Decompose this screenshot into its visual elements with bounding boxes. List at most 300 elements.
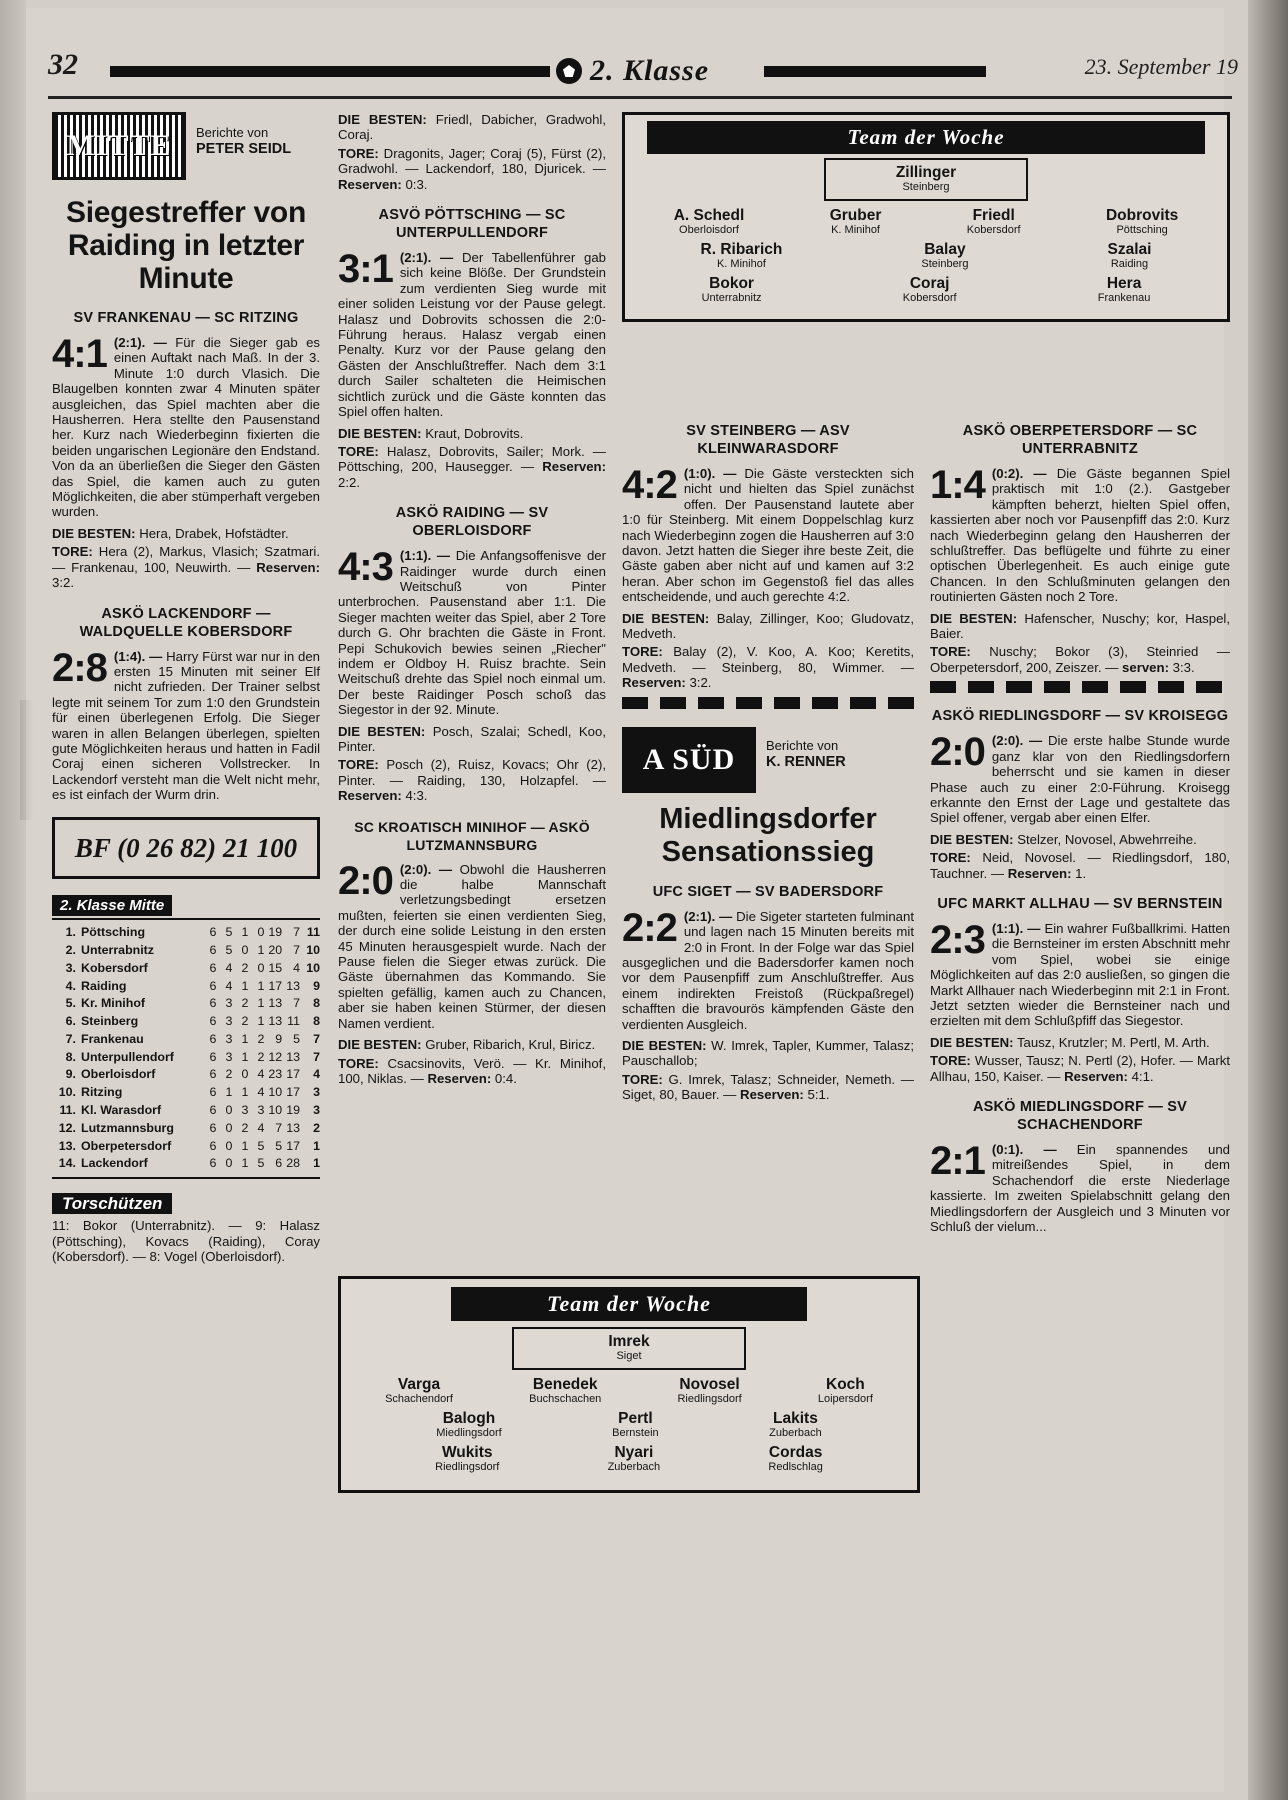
row-team: Unterrabnitz — [81, 942, 154, 957]
table-row — [52, 960, 320, 978]
row-pts: 1 — [313, 1156, 320, 1171]
besten-line-4 — [338, 1037, 606, 1052]
row-n: 4 — [257, 1085, 265, 1100]
row-tm: 7 — [293, 942, 300, 957]
row-pts: 2 — [313, 1120, 320, 1135]
row-tm: 7 — [293, 925, 300, 940]
match-report-minihof — [338, 858, 607, 1031]
besten-value: Tausz, Krutzler; M. Pertl, M. Arth. — [1013, 1034, 1210, 1050]
row-pts: 1 — [313, 1138, 320, 1153]
player-club: K. Minihof — [716, 258, 766, 270]
report-text: Die erste halbe Stunde wurde ganz klar von den Riedlingsdorfern beherrscht und sie kamen in dieser Phase auch zu einer 2:0-Führung. Kroisegg erkannte den Ernst der Lage und gestaltete das Spiel offener, vergab aber einen Elfer. — [930, 733, 1230, 826]
row-s: 0 — [225, 1120, 233, 1135]
player-name: A. Schedl — [673, 207, 745, 224]
match-score: 2:0 — [338, 858, 393, 903]
player-club: Bernstein — [612, 1427, 659, 1439]
besten-label: DIE BESTEN: — [930, 831, 1014, 847]
player-name: Szalai — [1107, 241, 1152, 258]
player — [1108, 241, 1152, 271]
player-name: Wukits — [441, 1444, 493, 1461]
row-u: 2 — [241, 1120, 249, 1135]
player-club: Zuberbach — [607, 1461, 661, 1473]
row-n: 5 — [257, 1156, 265, 1171]
table-row — [52, 1084, 320, 1102]
row-u: 1 — [241, 1049, 249, 1064]
player-club: Steinberg — [921, 258, 969, 270]
row-pos: 4. — [65, 978, 76, 993]
match-title-lackendorf-kobersdorf: ASKÖ LACKENDORF — WALDQUELLE KOBERSDORF — [79, 605, 293, 640]
tore-label: TORE: — [338, 145, 379, 161]
player-club: Unterrabnitz — [701, 292, 762, 304]
row-u: 2 — [241, 1014, 249, 1029]
halftime-score: (1:0). — — [683, 466, 737, 481]
table-row — [52, 1137, 320, 1155]
report-text: Obwohl die Hausherren die halbe Mannschaft verletzungsbedingt ersetzen mußten, feierten sie einen verdienten Sieg, der durch eine solide Leistung in den ersten 45 Minuten herausgespielt wurde. Nach der Pause fielen die Sieger etwas zurück. Die Gäste übernahmen das Kommando. Sie spielten gefällig, kamen auch zu Chancen, aber sie haben keinen Stürmer, der diesen Namen verdient. — [338, 861, 607, 1031]
row-n: 2 — [257, 1031, 265, 1046]
phone-advert-box: BF (0 26 82) 21 100 — [52, 817, 320, 879]
standings-title: 2. Klasse Mitte — [52, 895, 172, 916]
match-report-markt-allhau — [930, 917, 1231, 1029]
halftime-score: (2:0). — — [399, 861, 453, 877]
team-of-week-attack-row — [631, 275, 1221, 305]
row-s: 5 — [225, 942, 233, 957]
row-pos: 11. — [59, 1102, 76, 1117]
region-badge-label: MITTE — [66, 129, 172, 163]
player — [967, 207, 1021, 237]
byline-label: Berichte von — [196, 125, 269, 140]
reserven-label: Reserven: — [338, 176, 402, 192]
tore-value: Nuschy; Bokor (3), Steinried — Oberpetersdorf, 200, Zeiszer. — — [930, 644, 1230, 675]
team-of-week-top — [622, 112, 1230, 336]
besten-value: Hera, Drabek, Hofstädter. — [135, 525, 289, 541]
tore-line-6 — [622, 1072, 914, 1103]
row-tp: 10 — [268, 1085, 283, 1100]
page-header — [48, 48, 1238, 92]
team-of-week-attack-row — [381, 1444, 877, 1474]
match-score: 3:1 — [338, 247, 393, 292]
row-tp: 15 — [268, 960, 283, 975]
row-sp: 6 — [209, 978, 217, 993]
row-team: Lackendorf — [81, 1156, 148, 1171]
player-club: Redlschlag — [768, 1461, 823, 1473]
halftime-score: (2:1). — — [399, 250, 454, 266]
player — [529, 1376, 601, 1406]
besten-value: W. Imrek, Tapler, Kummer, Talasz; Pauschallob; — [622, 1037, 915, 1069]
besten-line-8 — [930, 832, 1230, 847]
row-pts: 10 — [306, 960, 320, 975]
player — [818, 1376, 873, 1406]
row-n: 5 — [257, 1138, 265, 1153]
reserven-value: 3:2. — [52, 575, 74, 591]
row-pos: 5. — [65, 996, 76, 1011]
match-score: 4:3 — [338, 545, 393, 590]
row-n: 4 — [257, 1067, 265, 1082]
row-tm: 17 — [286, 1085, 300, 1100]
match-title-steinberg-kleinwarasdorf: SV STEINBERG — ASV KLEINWARASDORF — [686, 423, 850, 457]
row-tp: 20 — [268, 942, 283, 957]
row-pts: 7 — [313, 1049, 320, 1064]
tore-value: Neid, Novosel. — Riedlingsdorf, 180, Tauchner. — — [930, 850, 1230, 881]
reserven-value: 4:1. — [1127, 1068, 1154, 1084]
table-row — [52, 1066, 320, 1084]
halftime-score: (1:1). — — [399, 548, 451, 564]
header-rule-right — [764, 66, 986, 77]
row-n: 2 — [257, 1049, 265, 1064]
report-text: Die Gäste versteckten sich nicht und hielten das Spiel zunächst offen. Der Pausenstand lautete aber 1:0 für Steinberg. Mit einem Doppelschlag kurz nach Wiederbeginn zogen die Hausherren auf 3:0 davon. Jetzt hatten die Sieger ihre beste Zeit, die Gäste gaben aber nicht auf und kamen auf 3:2 heran. Aber schon im Gegenstoß fiel das alles entscheidende, und auch gerechte 4:2. — [622, 466, 914, 605]
player-name: Cordas — [768, 1444, 823, 1461]
row-tm: 4 — [293, 960, 300, 975]
team-of-week-keeper — [824, 158, 1028, 201]
row-team: Frankenau — [81, 1031, 144, 1046]
besten-label: DIE BESTEN: — [622, 1037, 707, 1053]
player — [612, 1410, 658, 1440]
row-u: 1 — [241, 1031, 249, 1046]
row-s: 3 — [225, 1014, 233, 1029]
header-section-badge — [556, 50, 756, 92]
report-text: Ein spannendes und mitreißendes Spiel, in dem Schachendorf die erste Niederlage kassierte. Im zweiten Spielabschnitt gelang den Miedlingsdorfern der Ausgleich und 3 Minuten vor Schluß der vielum... — [930, 1142, 1230, 1235]
row-pts: 3 — [313, 1085, 320, 1100]
tore-label: TORE: — [622, 644, 663, 660]
player — [768, 1444, 822, 1474]
player-name: Novosel — [679, 1376, 740, 1393]
halftime-score: (2:1). — — [683, 908, 733, 924]
reserven-value: 2:2. — [338, 474, 360, 490]
tore-line-9 — [930, 1053, 1230, 1084]
besten-label: DIE BESTEN: — [930, 610, 1018, 626]
row-sp: 6 — [209, 1156, 217, 1171]
row-tp: 13 — [268, 1014, 283, 1029]
page-left-edge — [0, 0, 26, 1800]
player-name: R. Ribarich — [700, 241, 783, 258]
besten-value: Stelzer, Novosel, Abwehrreihe. — [1013, 831, 1197, 847]
halftime-score: (1:1). — — [991, 920, 1041, 936]
reserven-label: Reserven: — [256, 559, 320, 575]
row-tm: 17 — [286, 1067, 300, 1082]
row-pos: 3. — [65, 960, 76, 975]
row-tm: 5 — [293, 1031, 300, 1046]
row-pts: 8 — [313, 996, 320, 1011]
row-s: 5 — [225, 925, 233, 940]
table-row — [52, 1013, 320, 1031]
team-of-week-midfield-row — [381, 1410, 877, 1440]
row-s: 4 — [225, 978, 233, 993]
folio-number: 32 — [48, 48, 78, 81]
match-title-markt-allhau-bernstein: UFC MARKT ALLHAU — SV BERNSTEIN — [937, 895, 1223, 912]
player-club: Kobersdorf — [902, 292, 957, 304]
match-report-siget — [622, 905, 915, 1032]
besten-label: DIE BESTEN: — [338, 723, 426, 739]
row-s: 0 — [225, 1138, 233, 1153]
row-team: Ritzing — [81, 1085, 123, 1100]
row-s: 3 — [225, 1049, 233, 1064]
tore-label: TORE: — [52, 544, 93, 560]
reserven-value: 3:3. — [1168, 659, 1195, 675]
player-club: Zuberbach — [769, 1427, 822, 1439]
byline-author: K. RENNER — [766, 753, 846, 770]
player-name: Bokor — [709, 275, 754, 292]
besten-line-1 — [52, 526, 320, 541]
reserven-label: Reserven: — [542, 459, 606, 475]
row-u: 0 — [241, 1067, 249, 1082]
team-of-week-bottom — [338, 1276, 920, 1493]
player-club: Siget — [616, 1350, 642, 1362]
byline-label: Berichte von — [766, 737, 839, 753]
table-row — [52, 977, 320, 995]
player-club: Riedlingsdorf — [435, 1461, 500, 1473]
besten-line-2 — [338, 426, 606, 441]
football-icon — [556, 58, 582, 84]
tore-value: G. Imrek, Talasz; Schneider, Nemeth. — Siget, 80, Bauer. — — [622, 1071, 914, 1103]
row-n: 1 — [257, 942, 265, 957]
besten-line-continued — [338, 112, 606, 143]
tore-label: TORE: — [930, 644, 971, 660]
tore-line-7 — [930, 644, 1230, 675]
standings-table — [52, 924, 320, 1173]
player-club: Oberloisdorf — [679, 224, 739, 236]
row-team: Steinberg — [81, 1014, 139, 1029]
report-text: Der Tabellenführer gab sich keine Blöße. Der Grundstein zum verdienten Sieg wurde mit einer soliden Leistung vor der Pause gelegt. Halasz und Dobrovits schossen die 2:0-Führung heraus. Halasz vergab einen Penalty. Kurz vor der Pause gelang den Gästen der Anschlußtreffer. Nach dem 3:1 durch Sailer schalteten die Heimischen sichtlich zurück und die Gäste konnten das Spiel offen halten. — [338, 250, 607, 420]
besten-label: DIE BESTEN: — [622, 610, 710, 626]
tore-value: Balay (2), V. Koo, A. Koo; Keretits, Medveth. — Steinberg, 80, Wimmer. — — [622, 644, 914, 675]
player — [903, 275, 957, 305]
player — [608, 1444, 661, 1474]
row-team: Pöttsching — [81, 925, 146, 940]
row-sp: 6 — [209, 996, 217, 1011]
report-text: Die Anfangsoffenisve der Raidinger wurde durch einen Weitschuß von Pinter unterbrochen. Pausenstand aber 1:1. Die Sieger machten weiter das Spiel, aber 2 Tore durch G. Ohr brachten die Gäste in Front. Pepi Schukovich bewies seinen „Riecher" indem er Oldboy H. Ruisz brachte. Sein Weitschuß drehte das Spiel noch einmal um. Der beste Raidinger Posch schoß das Siegestor in der 92. Minute. — [338, 548, 606, 718]
row-pos: 8. — [65, 1049, 76, 1064]
besten-value: Posch, Szalai; Schedl, Koo, Pinter. — [338, 723, 607, 754]
player-name: Dobrovits — [1105, 207, 1179, 224]
row-sp: 6 — [209, 960, 217, 975]
tore-label: TORE: — [930, 1053, 971, 1069]
halftime-score: (2:1). — — [113, 335, 167, 350]
row-team: Lutzmannsburg — [81, 1120, 174, 1135]
row-n: 0 — [257, 960, 265, 975]
player — [677, 1376, 741, 1406]
table-row — [52, 1048, 320, 1066]
player — [1106, 207, 1178, 237]
row-n: 1 — [257, 978, 265, 993]
region-badge-mitte — [52, 112, 186, 180]
scorers-title: Torschützen — [52, 1193, 172, 1214]
table-row — [52, 1102, 320, 1120]
match-score: 2:1 — [930, 1139, 985, 1183]
row-tp: 7 — [275, 1120, 283, 1135]
player-name: Benedek — [532, 1376, 598, 1393]
main-headline: Siegestreffer von Raiding in letzter Minute — [66, 196, 306, 295]
row-pos: 12. — [58, 1120, 76, 1135]
tore-value: Wusser, Tausz; N. Pertl (2), Hofer. — Markt Allhau, 150, Kaiser. — — [930, 1053, 1230, 1084]
table-row — [52, 1155, 320, 1173]
row-sp: 6 — [209, 942, 217, 957]
team-of-week-title: Team der Woche — [647, 121, 1205, 154]
row-team: Kl. Warasdorf — [81, 1102, 162, 1117]
player-club: Riedlingsdorf — [677, 1393, 742, 1405]
player-name: Imrek — [608, 1333, 650, 1350]
match-score: 2:8 — [52, 645, 107, 690]
match-title-miedlingsdorf-schachendorf: ASKÖ MIEDLINGSDORF — SV SCHACHENDORF — [972, 1099, 1188, 1133]
row-team: Kobersdorf — [81, 960, 148, 975]
match-report-riedlingsdorf — [930, 730, 1230, 826]
player-club: Schachendorf — [385, 1393, 453, 1405]
halftime-score: (0:1). — — [991, 1142, 1057, 1157]
reserven-label: serven: — [1122, 659, 1169, 675]
region-masthead-asued — [622, 727, 914, 793]
match-title-minihof-lutzmannsburg: SC KROATISCH MINIHOF — ASKÖ LUTZMANNSBURG — [354, 818, 590, 853]
match-score: 4:1 — [52, 332, 107, 376]
report-text: Die Gäste begannen Spiel praktisch mit 1:0 (2.). Gastgeber kämpften beherzt, hielten Spiel offen, kassierten aber noch vor Pausenpfiff das 2:0. Kurz nach Wiederbeginn gelang den Hausherren der schlußtreffer. Das beflügelte und führte zu einer optischen Überlegenheit. Es auch einige gute Chancen. In den Schlußminuten gelangen den routinierten Gästen noch 2 Tore. — [930, 466, 1230, 605]
row-sp: 6 — [209, 1120, 217, 1135]
match-report-oberpetersdorf — [930, 463, 1230, 605]
row-pos: 6. — [65, 1014, 76, 1029]
match-title-frankenau-ritzing: SV FRANKENAU — SC RITZING — [73, 310, 299, 326]
match-report-steinberg — [622, 463, 914, 605]
player — [674, 207, 745, 237]
table-row — [52, 1031, 320, 1049]
player-name: Balogh — [442, 1410, 496, 1427]
besten-line-9 — [930, 1035, 1230, 1050]
row-pts: 10 — [306, 942, 320, 957]
row-pos: 9. — [65, 1067, 76, 1082]
row-s: 0 — [225, 1102, 233, 1117]
match-score: 4:2 — [622, 463, 677, 507]
row-u: 1 — [241, 1156, 249, 1171]
issue-date: 23. September 19 — [1084, 54, 1238, 79]
header-underline — [48, 96, 1232, 99]
row-tm: 7 — [293, 996, 300, 1011]
besten-value: Gruber, Ribarich, Krul, Biricz. — [421, 1037, 596, 1053]
halftime-score: (0:2). — — [991, 466, 1047, 481]
column-2 — [338, 112, 606, 1092]
player-club: Buchschachen — [529, 1393, 602, 1405]
reserven-label: Reserven: — [1007, 865, 1072, 881]
row-tp: 13 — [268, 996, 283, 1011]
besten-label: DIE BESTEN: — [338, 112, 427, 127]
row-n: 1 — [257, 1014, 265, 1029]
section-divider-dashed — [622, 697, 914, 709]
row-s: 3 — [225, 996, 233, 1011]
table-row — [52, 1120, 320, 1138]
row-pts: 9 — [313, 978, 320, 993]
player-name: Lakits — [773, 1410, 818, 1427]
row-sp: 6 — [209, 1049, 217, 1064]
header-rule-left — [110, 66, 550, 77]
row-pos: 10. — [58, 1085, 76, 1100]
row-tm: 11 — [287, 1014, 300, 1029]
row-team: Oberloisdorf — [81, 1067, 156, 1082]
player-club: Kobersdorf — [966, 224, 1021, 236]
reserven-label: Reserven: — [338, 788, 402, 804]
row-n: 4 — [257, 1120, 265, 1135]
region-badge-label: A SÜD — [642, 742, 736, 776]
tore-value: Posch (2), Ruisz, Kovacs; Ohr (2), Pinter. — Raiding, 130, Holzapfel. — — [338, 757, 606, 788]
besten-value: Friedl, Dabicher, Gradwohl, Coraj. — [338, 112, 607, 143]
row-tm: 13 — [286, 1049, 300, 1064]
player-name: Coraj — [909, 275, 950, 292]
row-pos: 1. — [65, 925, 76, 940]
player-name: Hera — [1106, 275, 1142, 292]
row-pos: 2. — [65, 942, 76, 957]
column-4 — [930, 408, 1230, 1240]
match-title-riedlingsdorf-kroisegg: ASKÖ RIEDLINGSDORF — SV KROISEGG — [931, 708, 1229, 725]
player — [769, 1410, 822, 1440]
player — [385, 1376, 453, 1406]
row-u: 1 — [241, 1138, 249, 1153]
match-report-frankenau-ritzing — [52, 332, 320, 520]
row-tm: 13 — [286, 1120, 300, 1135]
reserven-label: Reserven: — [427, 1070, 492, 1086]
row-pts: 3 — [313, 1102, 320, 1117]
team-of-week-defense-row — [347, 1376, 911, 1406]
secondary-headline: Miedlingsdorfer Sensationssieg — [659, 802, 877, 868]
tore-line-2 — [338, 444, 606, 490]
row-pts: 11 — [306, 925, 320, 940]
row-tp: 12 — [268, 1049, 283, 1064]
player-club: Loipersdorf — [817, 1393, 873, 1405]
tore-value: Halasz, Dobrovits, Sailer; Mork. — Pöttsching, 200, Hausegger. — — [338, 443, 606, 475]
besten-value: Balay, Zillinger, Koo; Gludovatz, Medveth. — [622, 610, 915, 642]
byline-mitte — [196, 112, 291, 180]
region-badge-asued — [622, 727, 756, 793]
team-of-week-keeper — [512, 1327, 746, 1370]
reserven-label: Reserven: — [622, 675, 686, 691]
team-of-week-defense-row — [631, 207, 1221, 237]
reserven-label: Reserven: — [1064, 1068, 1128, 1084]
column-3 — [622, 408, 914, 1109]
player — [701, 241, 783, 271]
report-text: Die Sigeter starteten fulminant und lagen nach 15 Minuten bereits mit 2:0 in Front. In der Folge war das Spiel ausgeglichen und die Badersdorfer kamen noch vor dem Pausenpfiff zum Anschlußtreffer. Aus einem indirekten Freistoß (Rückpaßregel) schafften die bravourös kämpfenden Gäste den verdienten Ausgleich. — [622, 908, 915, 1032]
player-club: Miedlingsdorf — [436, 1427, 502, 1439]
row-tp: 10 — [268, 1102, 283, 1117]
row-tm: 17 — [286, 1138, 300, 1153]
player — [435, 1444, 499, 1474]
besten-value: Kraut, Dobrovits. — [421, 425, 524, 441]
column-1 — [52, 112, 320, 1271]
row-u: 2 — [241, 960, 249, 975]
reserven-value: 4:3. — [401, 788, 428, 804]
row-team: Kr. Minihof — [81, 996, 146, 1011]
player-name: Koch — [826, 1376, 865, 1393]
player — [1098, 275, 1151, 305]
reserven-value: 1. — [1071, 865, 1087, 881]
tore-line-continued — [338, 146, 606, 192]
row-u: 2 — [241, 996, 249, 1011]
row-sp: 6 — [209, 1138, 217, 1153]
player-name: Gruber — [829, 207, 882, 224]
reserven-value: 0:4. — [491, 1070, 517, 1086]
row-sp: 6 — [209, 925, 217, 940]
row-n: 3 — [257, 1102, 265, 1117]
player — [702, 275, 762, 305]
row-tm: 19 — [286, 1102, 300, 1117]
row-tm: 13 — [286, 978, 300, 993]
team-of-week-midfield-row — [631, 241, 1221, 271]
player-name: Nyari — [614, 1444, 654, 1461]
byline-author: PETER SEIDL — [196, 141, 292, 157]
row-u: 1 — [241, 1085, 249, 1100]
row-pts: 8 — [313, 1014, 320, 1029]
row-pts: 4 — [313, 1067, 320, 1082]
player-club: Steinberg — [902, 181, 950, 193]
report-text: Für die Sieger gab es einen Auftakt nach Maß. In der 3. Minute 1:0 durch Vlasich. Die Blaugelben konnten zwar 4 Minuten später ausgleichen, das Spiel machten aber die Hausherren. Hera stellte den Pausenstand her. Kurz nach Wiederbeginn fixierten die beiden ungarischen Legionäre den Endstand. Von da an überließen die Sieger den Gästen das Spiel, die kamen auch zu guten Möglichkeiten, die aber stümperhaft vergeben wurden. — [52, 335, 320, 520]
besten-line-3 — [338, 724, 606, 755]
row-s: 4 — [225, 960, 233, 975]
team-of-week-box — [622, 112, 1230, 322]
row-u: 3 — [241, 1102, 249, 1117]
row-s: 1 — [225, 1085, 233, 1100]
tore-label: TORE: — [338, 757, 379, 773]
row-sp: 6 — [209, 1102, 217, 1117]
